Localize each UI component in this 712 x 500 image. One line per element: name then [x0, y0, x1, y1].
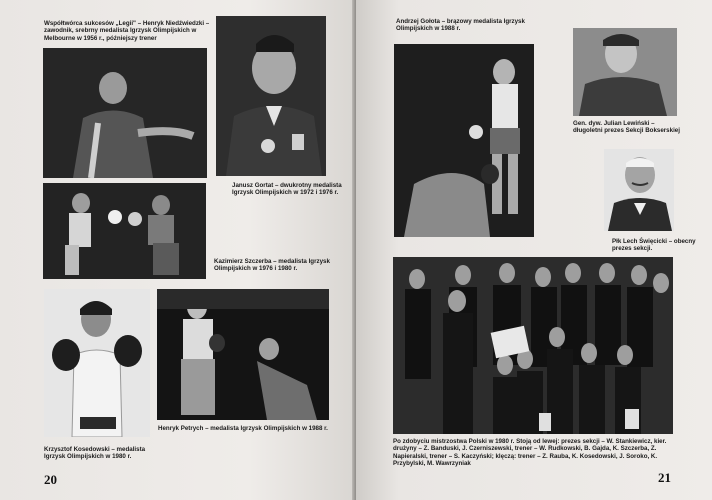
- photo-kosedowski: [44, 289, 150, 437]
- photo-swiecicki: [604, 149, 674, 231]
- right-page: [356, 0, 712, 500]
- photo-gortat: [216, 16, 326, 176]
- caption-swiecicki: Płk Lech Święcicki – obecny prezes sekcji.: [612, 238, 696, 253]
- caption-petrych: Henryk Petrych – medalista Igrzysk Olimpijskich w 1988 r.: [158, 425, 328, 432]
- photo-petrych: [157, 289, 329, 420]
- page-number-left: 20: [44, 472, 57, 487]
- caption-kosedowski: Krzysztof Kosedowski – medalista Igrzysk Olimpijskich w 1980 r.: [44, 446, 146, 461]
- caption-szczerba: Kazimierz Szczerba – medalista Igrzysk Olimpijskich w 1976 i 1980 r.: [214, 258, 330, 273]
- caption-legia: Współtwórca sukcesów „Legii" – Henryk Niedźwiedzki – zawodnik, srebrny medalista Igrzysk Olimpijskich w Melbourne w 1956 r., późniejszy trener: [44, 20, 210, 42]
- photo-niedzwiedzki: [43, 48, 207, 178]
- photo-team-1980: [393, 257, 673, 434]
- caption-team: Po zdobyciu mistrzostwa Polski w 1980 r. Stoją od lewej: prezes sekcji – W. Stankiewicz, kier. drużyny – Z. Banduski, J. Czerniszewski, trener – W. Rudkowski, B. Gajda, K. Szczerba, Z. Napieralski, trener – S. Kaczyński; klęczą: trener – Z. Rauba, K. Kosedowski, J. Soroko, K. Przybylski, M. Wawrzyniak: [393, 438, 667, 468]
- photo-lewinski: [573, 28, 677, 116]
- photo-szczerba-bout: [43, 183, 206, 279]
- caption-lewinski: Gen. dyw. Julian Lewiński – długoletni prezes Sekcji Bokserskiej: [573, 120, 680, 135]
- page-number-right: 21: [658, 470, 671, 485]
- caption-gortat: Janusz Gortat – dwukrotny medalista Igrzysk Olimpijskich w 1972 i 1976 r.: [232, 182, 342, 197]
- caption-golota: Andrzej Gołota – brązowy medalista Igrzysk Olimpijskich w 1988 r.: [396, 18, 525, 33]
- photo-golota: [394, 44, 534, 237]
